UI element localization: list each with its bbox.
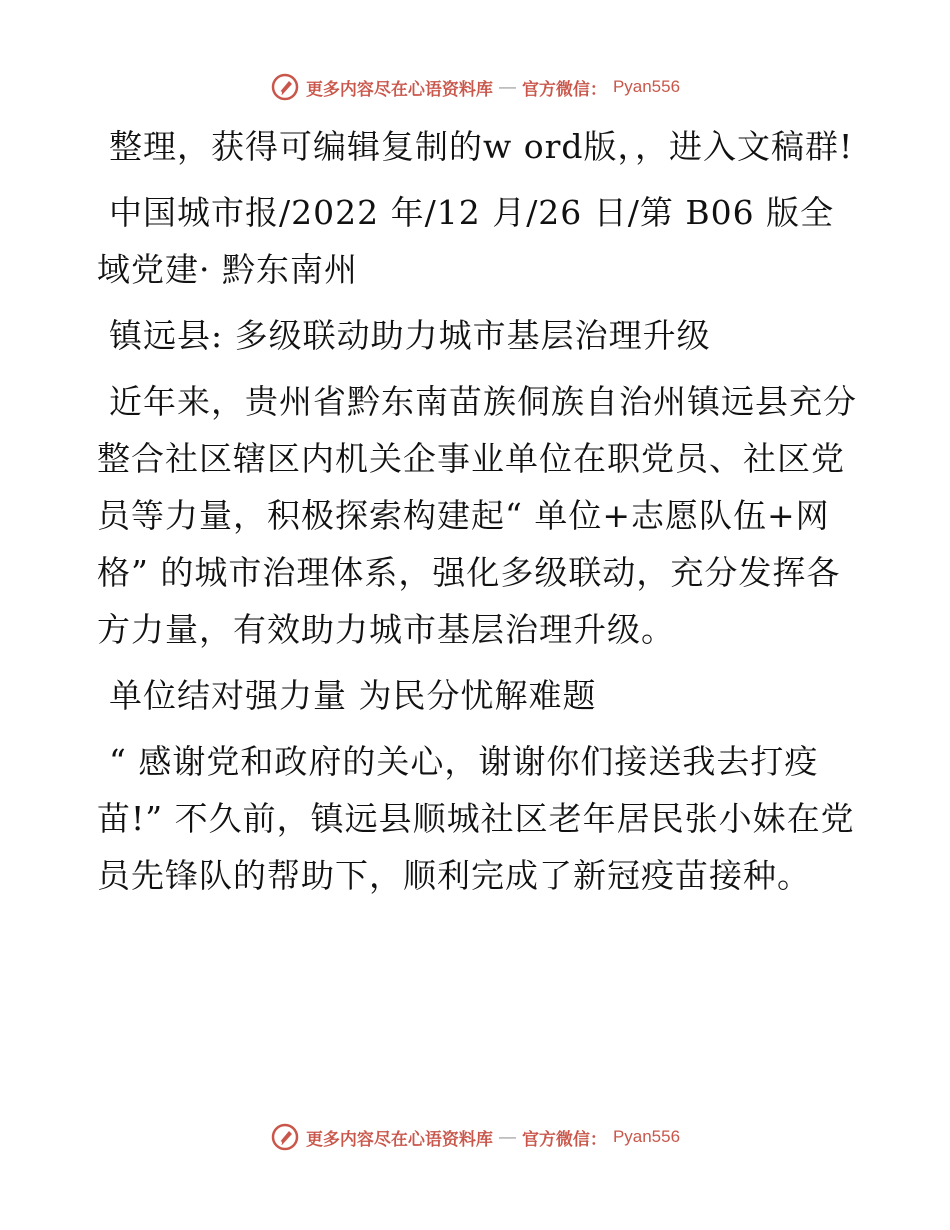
document-body: [97, 118, 857, 913]
article-title: 镇远县: 多级联动助力城市基层治理升级: [109, 316, 711, 355]
banner-text: 更多内容尽在心语资料库: [305, 1129, 493, 1150]
pen-logo-icon: [270, 1122, 300, 1152]
header-banner: [0, 72, 950, 102]
banner-wechat-label: 官方微信：: [521, 79, 607, 100]
paragraph-source: 中国城市报/2022 年/12 月/26 日/第 B06 版全域党建· 黔东南州: [97, 193, 835, 289]
banner-wechat-label: 官方微信：: [521, 1129, 607, 1150]
paragraph-intro: 整理，获得可编辑复制的w ord版，，进入文稿群!: [109, 127, 854, 166]
banner-dash: —: [498, 77, 516, 96]
section-heading: 单位结对强力量 为民分忧解难题: [109, 676, 597, 715]
paragraph-lead: 近年来，贵州省黔东南苗族侗族自治州镇远县充分整合社区辖区内机关企事业单位在职党员、社区党员等力量，积极探索构建起“ 单位+志愿队伍+网格” 的城市治理体系，强化多级联动，充分发挥各方力量，有效助力城市基层治理升级。: [97, 382, 857, 649]
pen-logo-icon: [270, 72, 300, 102]
footer-banner: [0, 1122, 950, 1152]
paragraph-quote: “ 感谢党和政府的关心，谢谢你们接送我去打疫苗!” 不久前，镇远县顺城社区老年居民张小妹在党员先锋队的帮助下，顺利完成了新冠疫苗接种。: [97, 742, 855, 895]
banner-text: 更多内容尽在心语资料库: [305, 79, 493, 100]
banner-wechat-id: Pyan556: [612, 77, 681, 96]
banner-dash: —: [498, 1127, 516, 1146]
banner-wechat-id: Pyan556: [612, 1127, 681, 1146]
